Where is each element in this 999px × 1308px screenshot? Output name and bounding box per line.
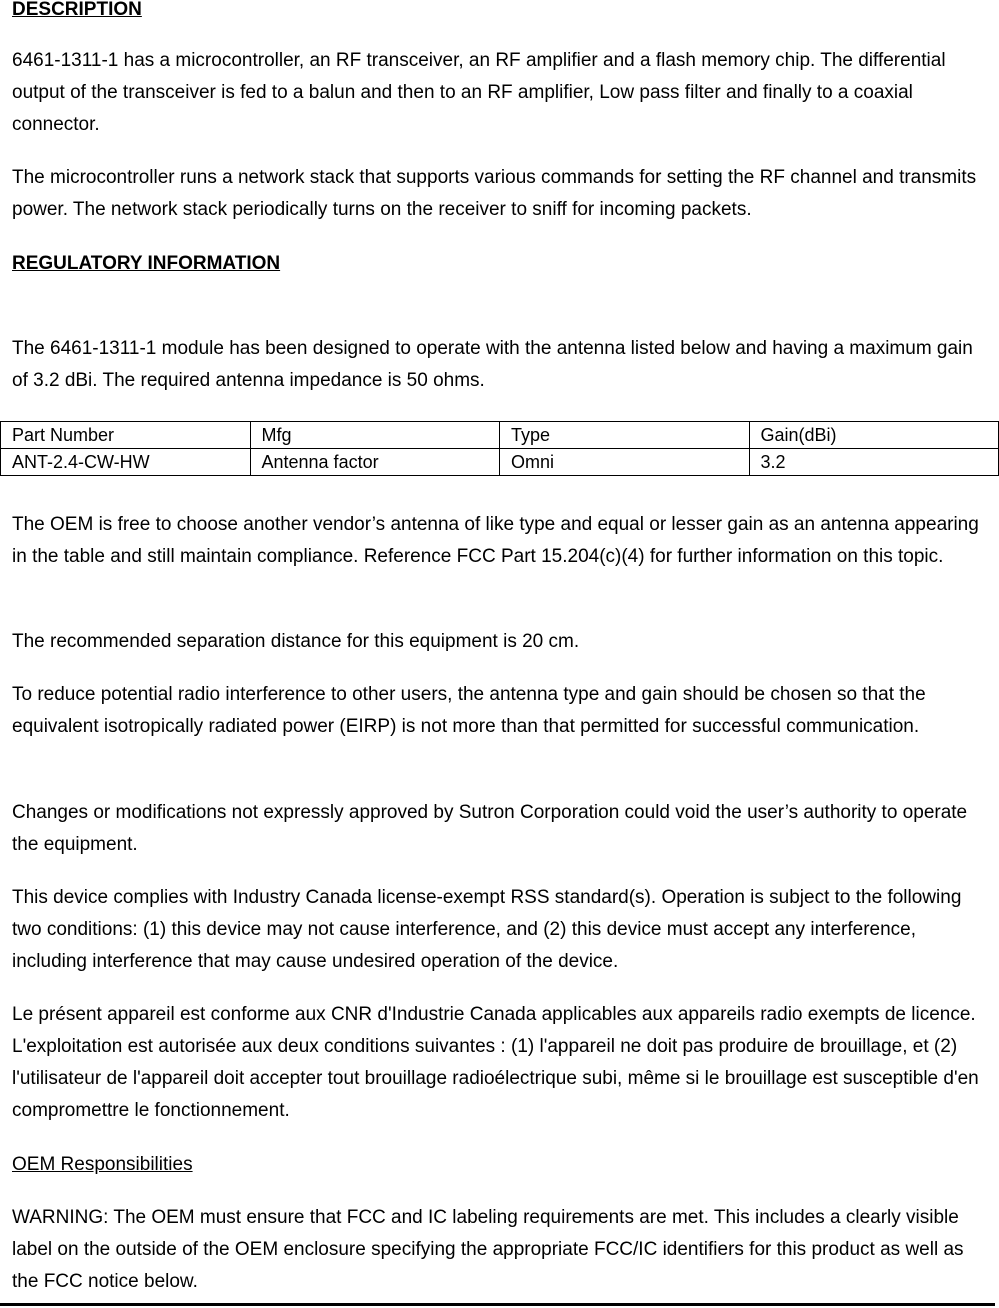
oem-antenna-paragraph: The OEM is free to choose another vendor’s antenna of like type and equal or lesser gain as an antenna appearing in the table and still maintain compliance. Reference FCC Part 15.204(c)(4) for further information on this topic. (12, 514, 979, 567)
table-header-cell: Gain(dBi) (749, 422, 999, 449)
description-heading: DESCRIPTION (12, 0, 142, 20)
table-header-cell: Mfg (250, 422, 500, 449)
oem-responsibilities-heading: OEM Responsibilities (12, 1154, 193, 1175)
industry-canada-french-paragraph: Le présent appareil est conforme aux CNR d'Industrie Canada applicables aux appareils radio exempts de licence. L'exploitation est autorisée aux deux conditions suivantes : (1) l'appareil ne doit pas produire de brouillage, et (2) l'utilisateur de l'appareil doit accepter tout brouillage radioélectrique subi, même si le brouillage est susceptible d'en compromettre le fonctionnement. (12, 1004, 979, 1121)
antenna-table (0, 421, 999, 476)
bottom-rule-divider (0, 1303, 995, 1306)
table-cell: Antenna factor (250, 449, 500, 476)
table-header-cell: Part Number (1, 422, 251, 449)
regulatory-heading: REGULATORY INFORMATION (12, 253, 281, 274)
description-paragraph-1: 6461-1311-1 has a microcontroller, an RF transceiver, an RF amplifier and a flash memory chip. The differential output of the transceiver is fed to a balun and then to an RF amplifier, Low pass filter and finally to a coaxial connector. (12, 50, 946, 135)
table-cell: Omni (500, 449, 750, 476)
table-header-row (1, 422, 999, 449)
changes-paragraph: Changes or modifications not expressly approved by Sutron Corporation could void the user’s authority to operate the equipment. (12, 802, 968, 855)
description-paragraph-2: The microcontroller runs a network stack that supports various commands for setting the RF channel and transmits power. The network stack periodically turns on the receiver to sniff for incoming packets. (12, 167, 977, 220)
industry-canada-english-paragraph: This device complies with Industry Canada license-exempt RSS standard(s). Operation is subject to the following two conditions: (1) this device may not cause interference, and (2) this device must accept any interference, including interference that may cause undesired operation of the device. (12, 887, 962, 972)
table-row (1, 449, 999, 476)
table-header-cell: Type (500, 422, 750, 449)
separation-paragraph: The recommended separation distance for this equipment is 20 cm. (12, 631, 580, 652)
oem-warning-paragraph: WARNING: The OEM must ensure that FCC and IC labeling requirements are met. This includes a clearly visible label on the outside of the OEM enclosure specifying the appropriate FCC/IC identifiers for this product as well as the FCC notice below. (12, 1207, 964, 1292)
table-cell: 3.2 (749, 449, 999, 476)
table-cell: ANT-2.4-CW-HW (1, 449, 251, 476)
interference-paragraph: To reduce potential radio interference to other users, the antenna type and gain should be chosen so that the equivalent isotropically radiated power (EIRP) is not more than that permitted for successful communication. (12, 684, 926, 737)
regulatory-intro-paragraph: The 6461-1311-1 module has been designed to operate with the antenna listed below and having a maximum gain of 3.2 dBi. The required antenna impedance is 50 ohms. (12, 338, 973, 391)
